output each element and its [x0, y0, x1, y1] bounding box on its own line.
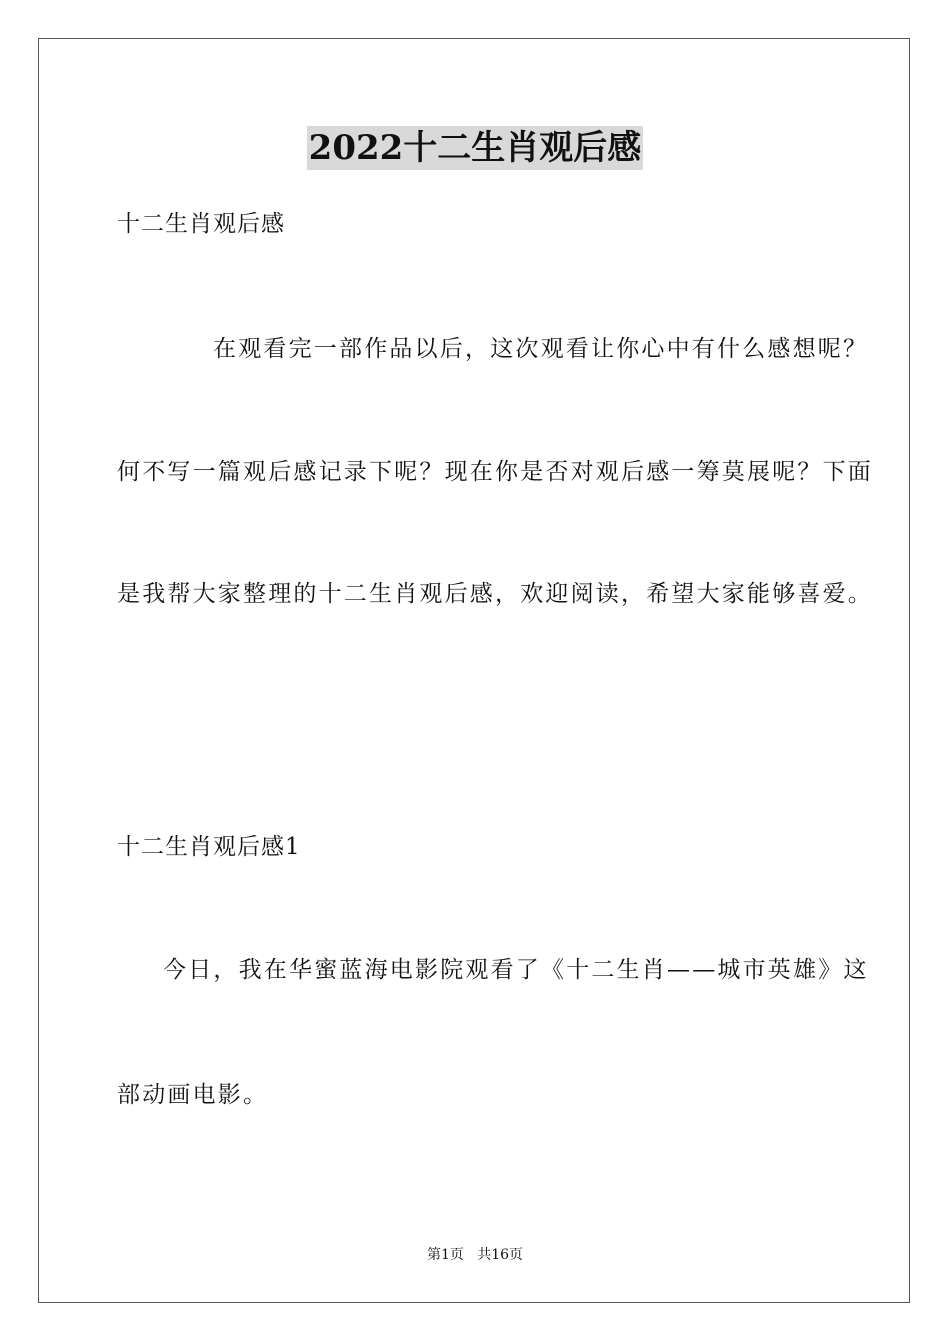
section-paragraph-line-2: 部动画电影。	[117, 1082, 269, 1108]
title-container	[0, 126, 950, 170]
section-paragraph-line-1: 今日，我在华蜜蓝海电影院观看了《十二生肖——城市英雄》这	[163, 957, 869, 983]
document-title: 2022十二生肖观后感	[308, 128, 642, 168]
intro-paragraph-line-2: 何不写一篇观后感记录下呢？现在你是否对观后感一筹莫展呢？下面	[117, 459, 873, 485]
section-heading: 十二生肖观后感1	[117, 834, 301, 860]
intro-paragraph-line-3: 是我帮大家整理的十二生肖观后感，欢迎阅读，希望大家能够喜爱。	[117, 581, 873, 607]
intro-heading: 十二生肖观后感	[117, 211, 285, 237]
intro-paragraph-line-1: 在观看完一部作品以后，这次观看让你心中有什么感想呢？	[213, 336, 869, 362]
page-number-footer: 第1页 共16页	[426, 1247, 524, 1263]
